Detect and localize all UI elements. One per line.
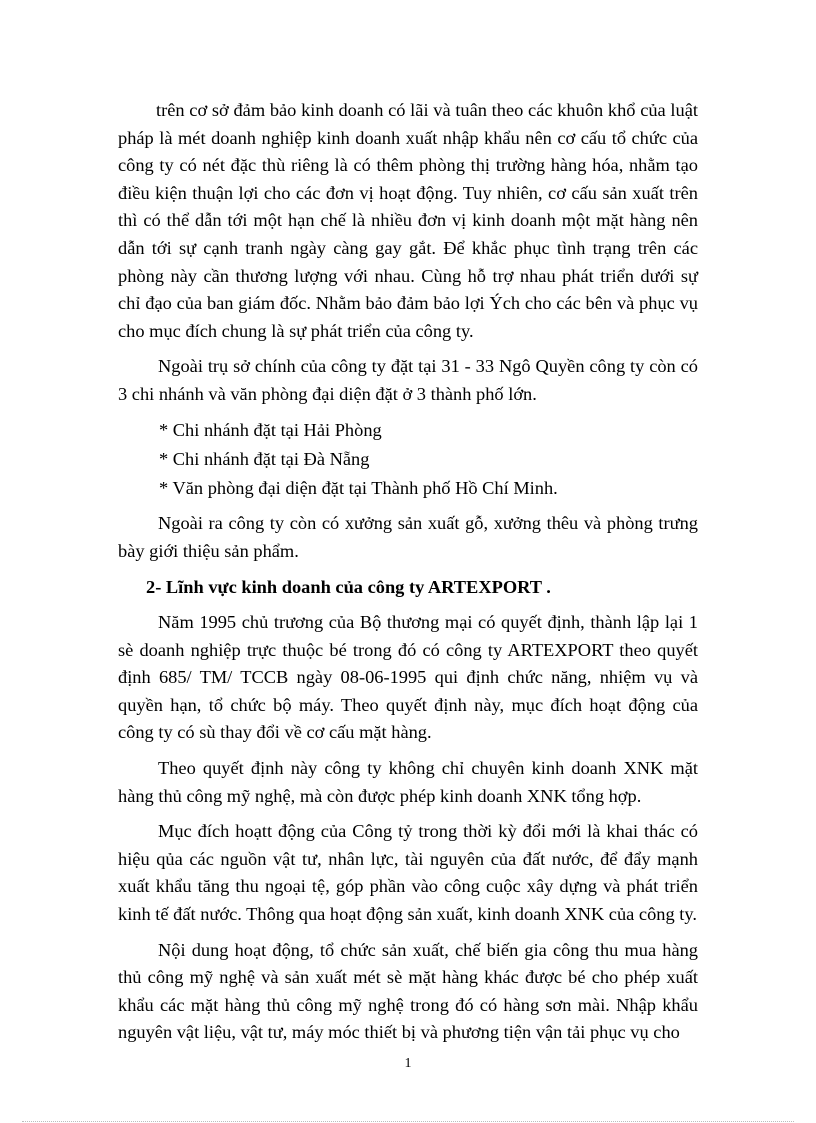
list-item: * Văn phòng đại diện đặt tại Thành phố Hồ Chí Minh.: [159, 477, 558, 498]
body-paragraph: Nội dung hoạt động, tổ chức sản xuất, chế biến gia công thu mua hàng thủ công mỹ nghệ và sản xuất mét sè mặt hàng khác được bé cho phép xuất khẩu các mặt hàng thủ công mỹ nghệ trong đó có hàng sơn mài. Nhập khẩu nguyên vật liệu, vật tư, máy móc thiết bị và phương tiện vận tải phục vụ cho: [118, 939, 698, 1043]
section-heading: 2- Lĩnh vực kinh doanh của công ty ARTEXPORT .: [146, 576, 551, 597]
list-item: * Chi nhánh đặt tại Hải Phòng: [159, 419, 382, 440]
body-paragraph: Mục đích hoạtt động của Công tỷ trong thời kỳ đổi mới là khai thác có hiệu qủa các nguồn vật tư, nhân lực, tài nguyên của đất nước, để đẩy mạnh xuất khẩu tăng thu ngoại tệ, góp phần vào công cuộc xây dựng và phát triển kinh tế đất nước. Thông qua hoạt động sản xuất, kinh doanh XNK của công ty.: [118, 821, 698, 925]
body-paragraph: Năm 1995 chủ trương của Bộ thương mại có quyết định, thành lập lại 1 sè doanh nghiệp trực thuộc bé trong đó có công ty ARTEXPORT theo quyết định 685/ TM/ TCCB ngày 08-06-1995 qui định chức năng, nhiệm vụ và quyền hạn, tổ chức bộ máy. Theo quyết định này, mục đích hoạt động của công ty có sù thay đổi về cơ cấu mặt hàng.: [118, 612, 698, 743]
body-paragraph: Ngoài ra công ty còn có xưởng sản xuất gỗ, xưởng thêu và phòng trưng bày giới thiệu sản phẩm.: [118, 513, 698, 561]
page-number: 1: [404, 1056, 412, 1071]
branch-list: [118, 417, 698, 503]
list-item: * Chi nhánh đặt tại Đà Nẵng: [159, 448, 370, 469]
footer-divider: [22, 1121, 794, 1122]
body-paragraph: trên cơ sở đảm bảo kinh doanh có lãi và tuân theo các khuôn khổ của luật pháp là mét doanh nghiệp kinh doanh xuất nhập khẩu nên cơ cấu tổ chức của công ty có nét đặc thù riêng là có thêm phòng thị trường hàng hóa, nhằm tạo điều kiện thuận lợi cho các đơn vị hoạt động. Tuy nhiên, cơ cấu sản xuất trên thì có thể dẫn tới một hạn chế là nhiều đơn vị kinh doanh một mặt hàng nên dẫn tới sự cạnh tranh ngày càng gay gắt. Để khắc phục tình trạng trên các phòng này cần thương lượng với nhau. Cùng hỗ trợ nhau phát triển dưới sự chỉ đạo của ban giám đốc. Nhằm bảo đảm bảo lợi Ých cho các bên và phục vụ cho mục đích chung là sự phát triển của công ty.: [118, 100, 698, 341]
body-paragraph: Theo quyết định này công ty không chỉ chuyên kinh doanh XNK mặt hàng thủ công mỹ nghệ, mà còn được phép kinh doanh XNK tổng hợp.: [118, 758, 698, 806]
document-page: [118, 97, 698, 1047]
body-paragraph: Ngoài trụ sở chính của công ty đặt tại 31 - 33 Ngô Quyền công ty còn có 3 chi nhánh và văn phòng đại diện đặt ở 3 thành phố lớn.: [118, 356, 698, 404]
